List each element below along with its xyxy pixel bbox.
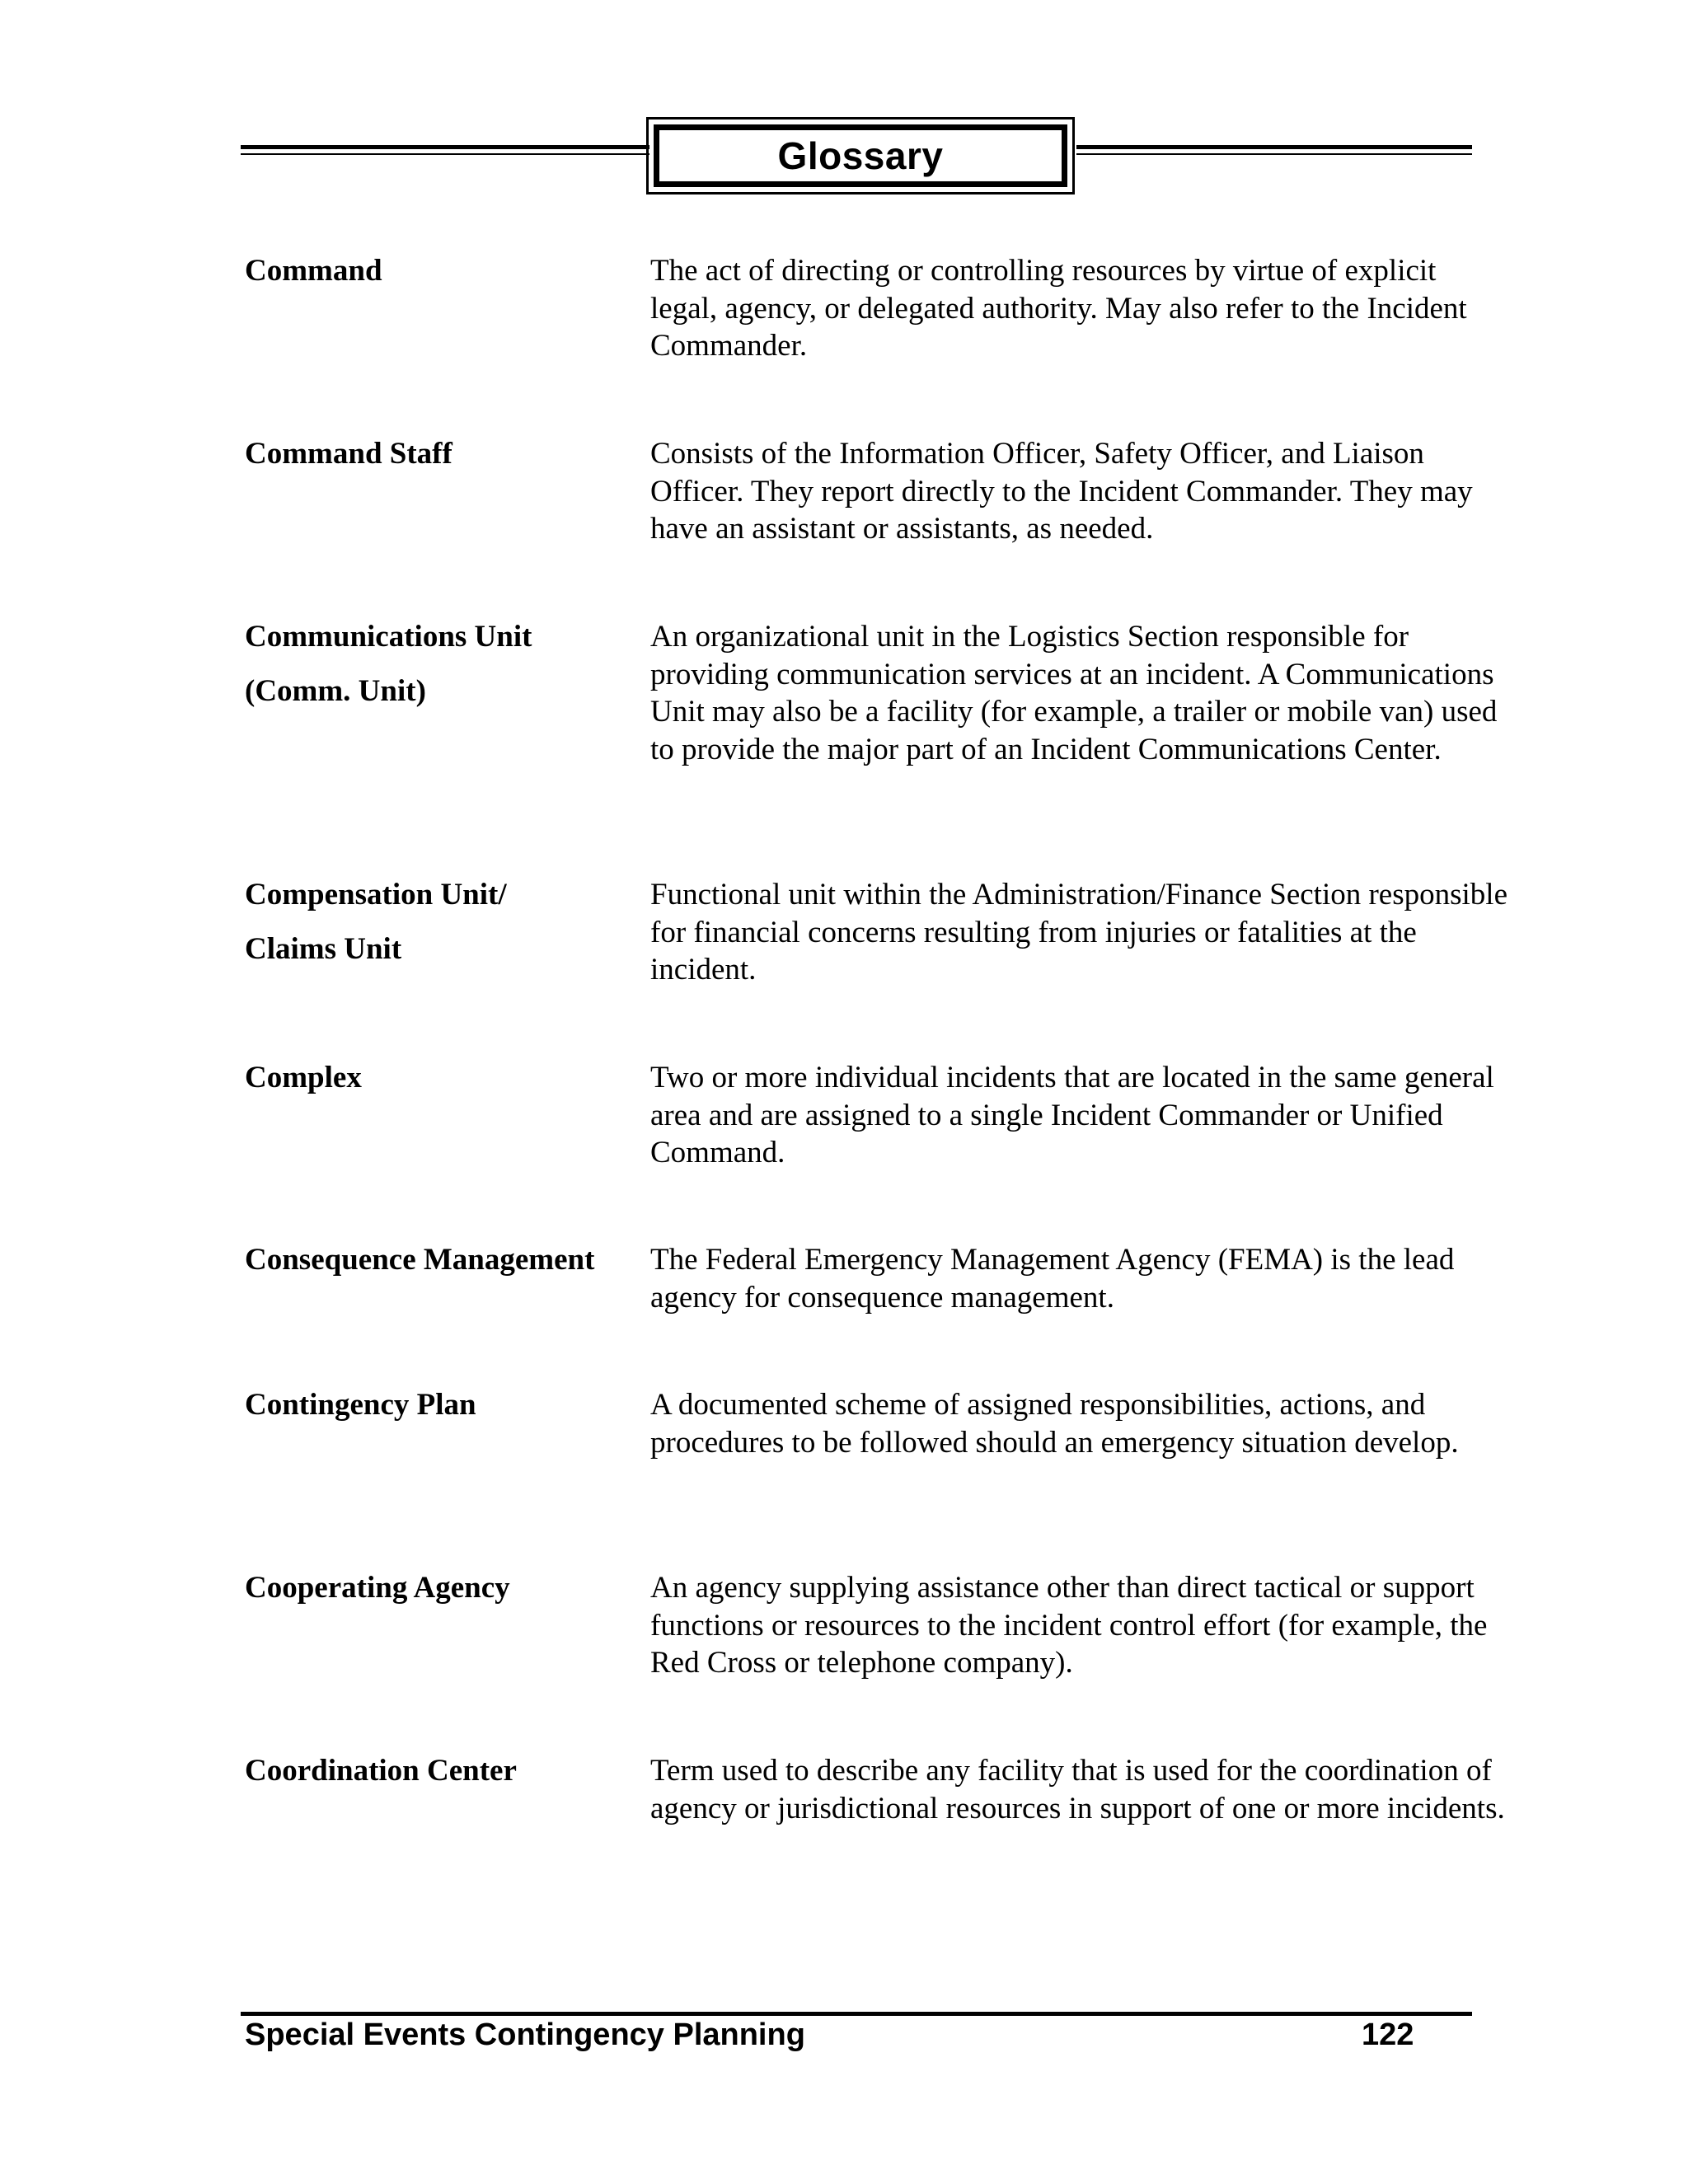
glossary-term bbox=[245, 427, 649, 481]
term-line: Cooperating Agency bbox=[245, 1571, 510, 1605]
title-box-inner bbox=[654, 124, 1067, 187]
term-line: Complex bbox=[245, 1061, 362, 1094]
footer-page-number: 122 bbox=[1362, 2018, 1414, 2052]
glossary-definition: Two or more individual incidents that are located in the same general area and are assigned to a single Incident Commander or Unified Command. bbox=[650, 1061, 1494, 1169]
glossary-definition: Consists of the Information Officer, Safety Officer, and Liaison Officer. They report directly to the Incident Commander. They may have an assistant or assistants, as needed. bbox=[650, 437, 1473, 546]
glossary-term bbox=[245, 610, 649, 719]
term-line: Command Staff bbox=[245, 437, 452, 471]
term-line: Consequence Management bbox=[245, 1243, 595, 1277]
term-line: (Comm. Unit) bbox=[245, 674, 426, 708]
glossary-definition: The act of directing or controlling resources by virtue of explicit legal, agency, or delegated authority. May also refer to the Incident Commander. bbox=[650, 254, 1467, 363]
glossary-definition: Functional unit within the Administration/Finance Section responsible for financial concerns resulting from injuries or fatalities at the incident. bbox=[650, 878, 1507, 987]
term-line: Contingency Plan bbox=[245, 1388, 476, 1422]
term-line: Communications Unit bbox=[245, 620, 532, 654]
glossary-term bbox=[245, 1233, 649, 1287]
glossary-definition: A documented scheme of assigned responsibilities, actions, and procedures to be followed should an emergency situation develop. bbox=[650, 1388, 1459, 1460]
header-rule-left bbox=[241, 145, 649, 155]
term-line: Coordination Center bbox=[245, 1754, 517, 1788]
page-title: Glossary bbox=[777, 134, 944, 177]
term-line: Claims Unit bbox=[245, 932, 402, 966]
glossary-definition: An organizational unit in the Logistics Section responsible for providing communication services at an incident. A Communications Unit may also be a facility (for example, a trailer or mobile van) used to provide the major part of an Incident Communications Center. bbox=[650, 620, 1498, 766]
term-line: Command bbox=[245, 254, 382, 288]
footer-document-title: Special Events Contingency Planning bbox=[245, 2018, 805, 2052]
title-box bbox=[646, 117, 1075, 194]
glossary-term bbox=[245, 1744, 649, 1798]
glossary-definition: An agency supplying assistance other than direct tactical or support functions or resources to the incident control effort (for example, the Red Cross or telephone company). bbox=[650, 1571, 1488, 1680]
glossary-term bbox=[245, 1561, 649, 1615]
glossary-term bbox=[245, 868, 649, 977]
glossary-term bbox=[245, 1378, 649, 1432]
glossary-definition: The Federal Emergency Management Agency (FEMA) is the lead agency for consequence management. bbox=[650, 1243, 1455, 1315]
glossary-term bbox=[245, 244, 649, 298]
term-line: Compensation Unit/ bbox=[245, 878, 507, 912]
glossary-header bbox=[241, 117, 1472, 199]
glossary-definition: Term used to describe any facility that is used for the coordination of agency or jurisdictional resources in support of one or more incidents. bbox=[650, 1754, 1505, 1825]
header-rule-right bbox=[1076, 145, 1472, 155]
glossary-term bbox=[245, 1051, 649, 1105]
